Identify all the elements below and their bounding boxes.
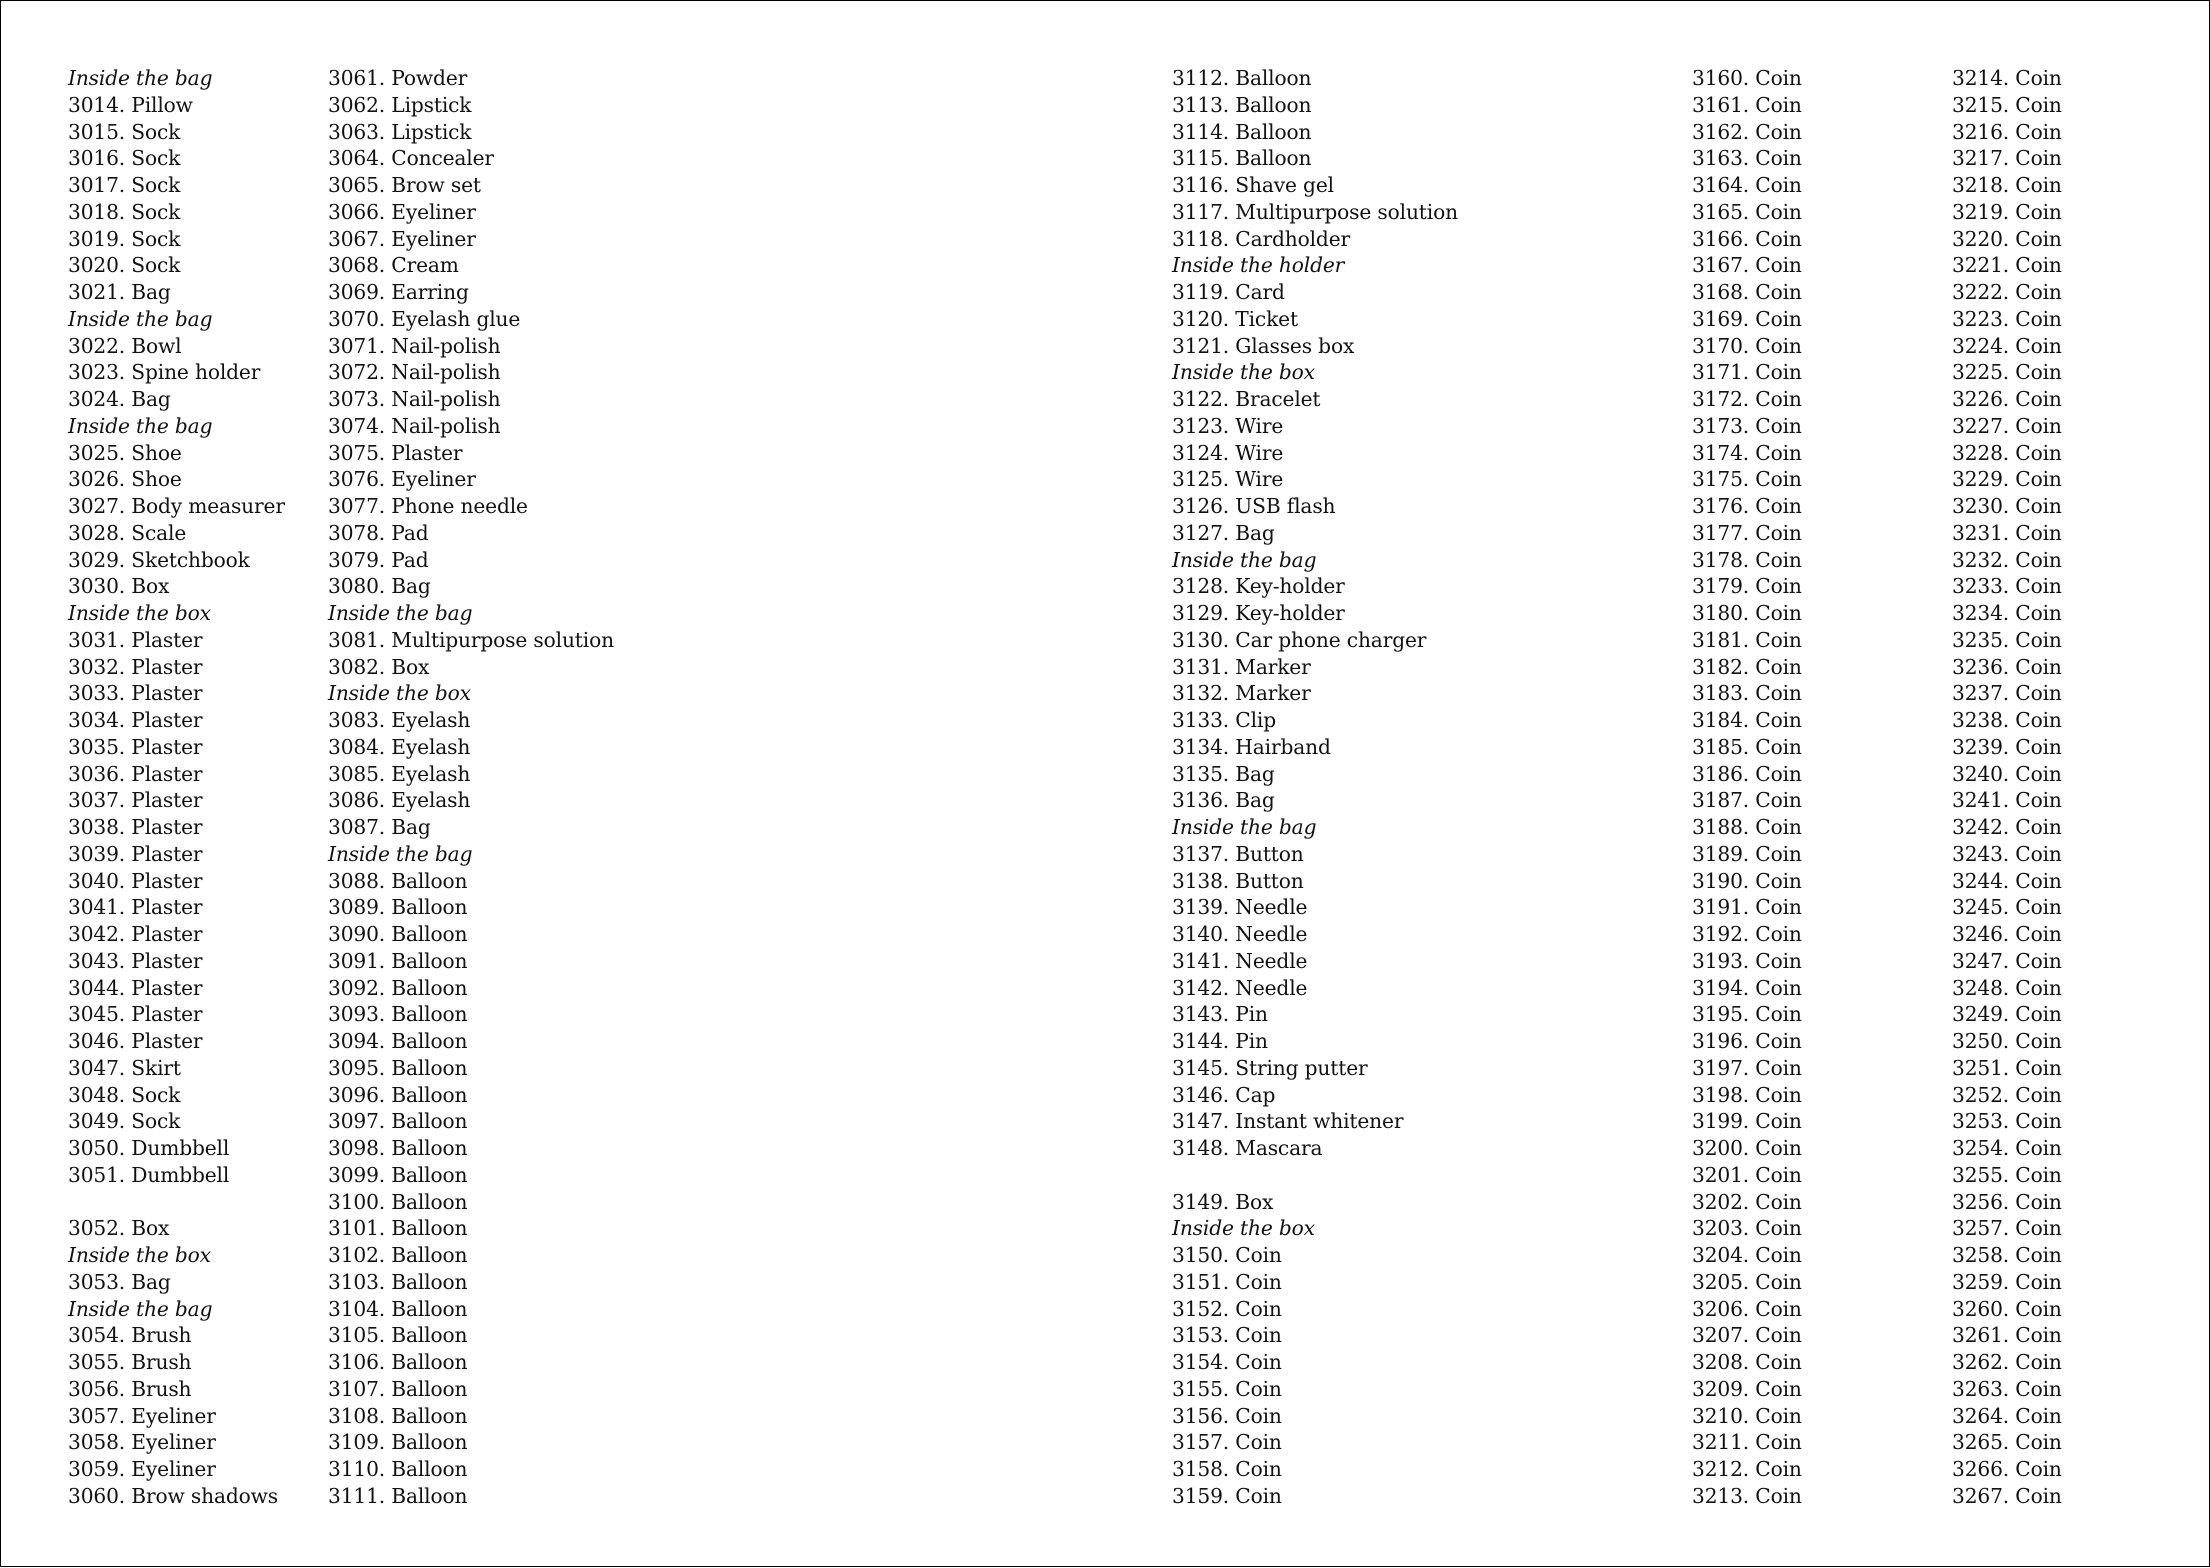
inventory-item: 3044. Plaster — [68, 975, 203, 1000]
blank-line — [1172, 1162, 1458, 1189]
inventory-item: 3014. Pillow — [68, 92, 193, 117]
inventory-item: 3249. Coin — [1952, 1002, 2062, 1027]
inventory-item: 3151. Coin — [1172, 1269, 1282, 1294]
inventory-item: 3115. Balloon — [1172, 146, 1312, 171]
inventory-item: 3095. Balloon — [328, 1055, 468, 1080]
inventory-item: 3194. Coin — [1692, 975, 1802, 1000]
inventory-item: 3069. Earring — [328, 280, 469, 304]
inventory-item: 3100. Balloon — [328, 1189, 468, 1214]
inventory-item: 3189. Coin — [1692, 841, 1802, 866]
inventory-item: 3024. Bag — [68, 387, 171, 411]
inventory-item: 3143. Pin — [1172, 1002, 1268, 1027]
inventory-item: 3227. Coin — [1952, 413, 2062, 438]
inventory-item: 3225. Coin — [1952, 360, 2062, 385]
inventory-item: 3075. Plaster — [328, 440, 463, 465]
inventory-item: 3229. Coin — [1952, 467, 2062, 492]
inventory-item: 3240. Coin — [1952, 761, 2062, 786]
inventory-item: 3153. Coin — [1172, 1323, 1282, 1348]
container-heading: Inside the bag — [68, 306, 213, 331]
inventory-item: 3241. Coin — [1952, 788, 2062, 813]
container-heading: Inside the bag — [1172, 547, 1317, 572]
inventory-item: 3243. Coin — [1952, 841, 2062, 866]
inventory-item: 3230. Coin — [1952, 494, 2062, 518]
inventory-item: 3108. Balloon — [328, 1403, 468, 1428]
inventory-item: 3245. Coin — [1952, 895, 2062, 920]
inventory-item: 3117. Multipurpose solution — [1172, 199, 1458, 224]
inventory-item: 3256. Coin — [1952, 1189, 2062, 1214]
inventory-item: 3254. Coin — [1952, 1136, 2062, 1160]
inventory-item: 3264. Coin — [1952, 1403, 2062, 1428]
inventory-column — [1692, 65, 1802, 1510]
inventory-item: 3065. Brow set — [328, 173, 481, 197]
inventory-item: 3214. Coin — [1952, 66, 2062, 90]
container-heading: Inside the bag — [328, 841, 473, 866]
inventory-item: 3071. Nail-polish — [328, 333, 501, 358]
inventory-item: 3058. Eyeliner — [68, 1430, 216, 1455]
inventory-item: 3208. Coin — [1692, 1350, 1802, 1374]
inventory-item: 3054. Brush — [68, 1323, 192, 1348]
container-heading: Inside the bag — [68, 66, 213, 90]
inventory-item: 3017. Sock — [68, 173, 181, 197]
inventory-item: 3103. Balloon — [328, 1269, 468, 1294]
inventory-item: 3157. Coin — [1172, 1430, 1282, 1455]
inventory-item: 3023. Spine holder — [68, 360, 261, 385]
inventory-item: 3163. Coin — [1692, 146, 1802, 171]
inventory-item: 3192. Coin — [1692, 922, 1802, 946]
inventory-item: 3079. Pad — [328, 547, 429, 572]
inventory-item: 3046. Plaster — [68, 1029, 203, 1053]
inventory-item: 3107. Balloon — [328, 1376, 468, 1401]
inventory-item: 3087. Bag — [328, 815, 431, 839]
inventory-item: 3086. Eyelash — [328, 788, 471, 813]
inventory-item: 3173. Coin — [1692, 413, 1802, 438]
inventory-item: 3041. Plaster — [68, 895, 203, 920]
inventory-item: 3246. Coin — [1952, 922, 2062, 946]
inventory-item: 3019. Sock — [68, 226, 181, 251]
inventory-item: 3037. Plaster — [68, 788, 203, 813]
inventory-item: 3247. Coin — [1952, 948, 2062, 973]
inventory-item: 3210. Coin — [1692, 1403, 1802, 1428]
inventory-item: 3116. Shave gel — [1172, 173, 1334, 197]
inventory-item: 3224. Coin — [1952, 333, 2062, 358]
container-heading: Inside the bag — [328, 601, 473, 625]
inventory-item: 3121. Glasses box — [1172, 333, 1355, 358]
container-heading: Inside the bag — [1172, 815, 1317, 839]
inventory-item: 3106. Balloon — [328, 1350, 468, 1374]
inventory-item: 3077. Phone needle — [328, 494, 528, 518]
inventory-item: 3074. Nail-polish — [328, 413, 501, 438]
inventory-item: 3097. Balloon — [328, 1109, 468, 1134]
inventory-item: 3036. Plaster — [68, 761, 203, 786]
inventory-item: 3039. Plaster — [68, 841, 203, 866]
container-heading: Inside the box — [1172, 360, 1315, 385]
container-heading: Inside the bag — [68, 413, 213, 438]
inventory-item: 3042. Plaster — [68, 922, 203, 946]
inventory-item: 3030. Box — [68, 574, 170, 599]
inventory-item: 3207. Coin — [1692, 1323, 1802, 1348]
inventory-item: 3142. Needle — [1172, 975, 1308, 1000]
inventory-item: 3162. Coin — [1692, 119, 1802, 144]
inventory-item: 3159. Coin — [1172, 1483, 1282, 1508]
inventory-item: 3048. Sock — [68, 1082, 181, 1107]
inventory-item: 3182. Coin — [1692, 654, 1802, 679]
inventory-item: 3133. Clip — [1172, 708, 1276, 732]
inventory-item: 3169. Coin — [1692, 306, 1802, 331]
inventory-item: 3049. Sock — [68, 1109, 181, 1134]
inventory-item: 3136. Bag — [1172, 788, 1275, 813]
inventory-item: 3059. Eyeliner — [68, 1457, 216, 1481]
inventory-item: 3131. Marker — [1172, 654, 1311, 679]
inventory-item: 3199. Coin — [1692, 1109, 1802, 1134]
inventory-item: 3112. Balloon — [1172, 66, 1312, 90]
inventory-item: 3152. Coin — [1172, 1296, 1282, 1321]
inventory-item: 3239. Coin — [1952, 734, 2062, 759]
blank-line — [68, 1189, 285, 1216]
inventory-item: 3171. Coin — [1692, 360, 1802, 385]
inventory-item: 3056. Brush — [68, 1376, 192, 1401]
inventory-item: 3156. Coin — [1172, 1403, 1282, 1428]
inventory-item: 3237. Coin — [1952, 681, 2062, 706]
inventory-item: 3215. Coin — [1952, 92, 2062, 117]
inventory-item: 3265. Coin — [1952, 1430, 2062, 1455]
inventory-item: 3022. Bowl — [68, 333, 182, 358]
inventory-item: 3076. Eyeliner — [328, 467, 476, 492]
inventory-item: 3188. Coin — [1692, 815, 1802, 839]
inventory-item: 3083. Eyelash — [328, 708, 471, 732]
inventory-item: 3135. Bag — [1172, 761, 1275, 786]
right-page — [1105, 1, 2209, 1566]
inventory-item: 3070. Eyelash glue — [328, 306, 521, 331]
inventory-item: 3025. Shoe — [68, 440, 182, 465]
inventory-item: 3167. Coin — [1692, 253, 1802, 278]
inventory-item: 3123. Wire — [1172, 413, 1284, 438]
inventory-item: 3158. Coin — [1172, 1457, 1282, 1481]
inventory-item: 3221. Coin — [1952, 253, 2062, 278]
inventory-item: 3183. Coin — [1692, 681, 1802, 706]
inventory-item: 3266. Coin — [1952, 1457, 2062, 1481]
inventory-item: 3261. Coin — [1952, 1323, 2062, 1348]
inventory-item: 3098. Balloon — [328, 1136, 468, 1160]
inventory-item: 3144. Pin — [1172, 1029, 1268, 1053]
inventory-item: 3127. Bag — [1172, 520, 1275, 545]
inventory-item: 3085. Eyelash — [328, 761, 471, 786]
inventory-item: 3176. Coin — [1692, 494, 1802, 518]
inventory-item: 3090. Balloon — [328, 922, 468, 946]
inventory-item: 3125. Wire — [1172, 467, 1284, 492]
inventory-item: 3205. Coin — [1692, 1269, 1802, 1294]
inventory-item: 3178. Coin — [1692, 547, 1802, 572]
inventory-item: 3180. Coin — [1692, 601, 1802, 625]
inventory-item: 3051. Dumbbell — [68, 1162, 230, 1187]
inventory-item: 3137. Button — [1172, 841, 1304, 866]
inventory-item: 3181. Coin — [1692, 627, 1802, 652]
inventory-item: 3177. Coin — [1692, 520, 1802, 545]
inventory-item: 3172. Coin — [1692, 387, 1802, 411]
inventory-item: 3028. Scale — [68, 520, 187, 545]
inventory-item: 3128. Key-holder — [1172, 574, 1345, 599]
inventory-item: 3066. Eyeliner — [328, 199, 476, 224]
inventory-item: 3111. Balloon — [328, 1483, 468, 1508]
inventory-item: 3232. Coin — [1952, 547, 2062, 572]
inventory-item: 3160. Coin — [1692, 66, 1802, 90]
inventory-item: 3260. Coin — [1952, 1296, 2062, 1321]
inventory-item: 3082. Box — [328, 654, 430, 679]
inventory-item: 3222. Coin — [1952, 280, 2062, 304]
inventory-item: 3078. Pad — [328, 520, 429, 545]
inventory-item: 3248. Coin — [1952, 975, 2062, 1000]
container-heading: Inside the box — [1172, 1216, 1315, 1241]
inventory-item: 3141. Needle — [1172, 948, 1308, 973]
inventory-item: 3130. Car phone charger — [1172, 627, 1427, 652]
inventory-item: 3219. Coin — [1952, 199, 2062, 224]
inventory-item: 3096. Balloon — [328, 1082, 468, 1107]
inventory-item: 3258. Coin — [1952, 1243, 2062, 1267]
container-heading: Inside the bag — [68, 1296, 213, 1321]
inventory-item: 3104. Balloon — [328, 1296, 468, 1321]
inventory-item: 3200. Coin — [1692, 1136, 1802, 1160]
inventory-item: 3186. Coin — [1692, 761, 1802, 786]
inventory-column — [1172, 65, 1458, 1510]
inventory-item: 3154. Coin — [1172, 1350, 1282, 1374]
inventory-item: 3149. Box — [1172, 1189, 1274, 1214]
inventory-item: 3034. Plaster — [68, 708, 203, 732]
inventory-item: 3155. Coin — [1172, 1376, 1282, 1401]
inventory-item: 3231. Coin — [1952, 520, 2062, 545]
inventory-item: 3020. Sock — [68, 253, 181, 278]
inventory-item: 3145. String putter — [1172, 1055, 1368, 1080]
inventory-item: 3092. Balloon — [328, 975, 468, 1000]
container-heading: Inside the box — [68, 601, 211, 625]
inventory-item: 3120. Ticket — [1172, 306, 1298, 331]
inventory-item: 3138. Button — [1172, 868, 1304, 893]
inventory-item: 3190. Coin — [1692, 868, 1802, 893]
inventory-item: 3033. Plaster — [68, 681, 203, 706]
inventory-item: 3238. Coin — [1952, 708, 2062, 732]
inventory-item: 3113. Balloon — [1172, 92, 1312, 117]
inventory-item: 3035. Plaster — [68, 734, 203, 759]
inventory-item: 3094. Balloon — [328, 1029, 468, 1053]
inventory-column — [68, 65, 285, 1510]
inventory-item: 3168. Coin — [1692, 280, 1802, 304]
inventory-item: 3139. Needle — [1172, 895, 1308, 920]
inventory-item: 3043. Plaster — [68, 948, 203, 973]
inventory-item: 3062. Lipstick — [328, 92, 472, 117]
inventory-item: 3052. Box — [68, 1216, 170, 1241]
inventory-item: 3234. Coin — [1952, 601, 2062, 625]
inventory-item: 3114. Balloon — [1172, 119, 1312, 144]
inventory-item: 3148. Mascara — [1172, 1136, 1323, 1160]
inventory-item: 3027. Body measurer — [68, 494, 285, 518]
inventory-item: 3263. Coin — [1952, 1376, 2062, 1401]
inventory-item: 3064. Concealer — [328, 146, 494, 171]
inventory-item: 3119. Card — [1172, 280, 1285, 304]
inventory-item: 3118. Cardholder — [1172, 226, 1350, 251]
inventory-item: 3175. Coin — [1692, 467, 1802, 492]
inventory-item: 3267. Coin — [1952, 1483, 2062, 1508]
inventory-item: 3233. Coin — [1952, 574, 2062, 599]
inventory-item: 3235. Coin — [1952, 627, 2062, 652]
inventory-item: 3093. Balloon — [328, 1002, 468, 1027]
container-heading: Inside the box — [328, 681, 471, 706]
inventory-item: 3250. Coin — [1952, 1029, 2062, 1053]
inventory-item: 3195. Coin — [1692, 1002, 1802, 1027]
inventory-item: 3226. Coin — [1952, 387, 2062, 411]
inventory-item: 3057. Eyeliner — [68, 1403, 216, 1428]
inventory-item: 3032. Plaster — [68, 654, 203, 679]
inventory-item: 3109. Balloon — [328, 1430, 468, 1455]
inventory-item: 3045. Plaster — [68, 1002, 203, 1027]
inventory-item: 3150. Coin — [1172, 1243, 1282, 1267]
left-page — [1, 1, 1105, 1566]
inventory-item: 3179. Coin — [1692, 574, 1802, 599]
inventory-item: 3140. Needle — [1172, 922, 1308, 946]
inventory-column — [328, 65, 614, 1510]
inventory-item: 3047. Skirt — [68, 1055, 181, 1080]
container-heading: Inside the holder — [1172, 253, 1345, 278]
inventory-item: 3251. Coin — [1952, 1055, 2062, 1080]
inventory-item: 3198. Coin — [1692, 1082, 1802, 1107]
inventory-item: 3105. Balloon — [328, 1323, 468, 1348]
inventory-item: 3067. Eyeliner — [328, 226, 476, 251]
inventory-item: 3029. Sketchbook — [68, 547, 250, 572]
inventory-item: 3161. Coin — [1692, 92, 1802, 117]
inventory-item: 3063. Lipstick — [328, 119, 472, 144]
inventory-item: 3016. Sock — [68, 146, 181, 171]
inventory-item: 3236. Coin — [1952, 654, 2062, 679]
inventory-item: 3209. Coin — [1692, 1376, 1802, 1401]
inventory-item: 3018. Sock — [68, 199, 181, 224]
inventory-item: 3101. Balloon — [328, 1216, 468, 1241]
inventory-item: 3050. Dumbbell — [68, 1136, 230, 1160]
inventory-item: 3213. Coin — [1692, 1483, 1802, 1508]
inventory-item: 3164. Coin — [1692, 173, 1802, 197]
inventory-item: 3055. Brush — [68, 1350, 192, 1374]
inventory-item: 3089. Balloon — [328, 895, 468, 920]
inventory-item: 3084. Eyelash — [328, 734, 471, 759]
inventory-item: 3072. Nail-polish — [328, 360, 501, 385]
inventory-item: 3262. Coin — [1952, 1350, 2062, 1374]
inventory-item: 3129. Key-holder — [1172, 601, 1345, 625]
inventory-item: 3015. Sock — [68, 119, 181, 144]
inventory-item: 3257. Coin — [1952, 1216, 2062, 1241]
inventory-item: 3191. Coin — [1692, 895, 1802, 920]
inventory-item: 3223. Coin — [1952, 306, 2062, 331]
inventory-item: 3132. Marker — [1172, 681, 1311, 706]
inventory-item: 3212. Coin — [1692, 1457, 1802, 1481]
inventory-item: 3080. Bag — [328, 574, 431, 599]
inventory-item: 3204. Coin — [1692, 1243, 1802, 1267]
inventory-item: 3170. Coin — [1692, 333, 1802, 358]
inventory-item: 3211. Coin — [1692, 1430, 1802, 1455]
inventory-item: 3068. Cream — [328, 253, 459, 278]
inventory-item: 3122. Bracelet — [1172, 387, 1321, 411]
inventory-item: 3110. Balloon — [328, 1457, 468, 1481]
inventory-item: 3124. Wire — [1172, 440, 1284, 465]
inventory-item: 3166. Coin — [1692, 226, 1802, 251]
inventory-item: 3088. Balloon — [328, 868, 468, 893]
container-heading: Inside the box — [68, 1243, 211, 1267]
inventory-item: 3218. Coin — [1952, 173, 2062, 197]
inventory-item: 3185. Coin — [1692, 734, 1802, 759]
inventory-item: 3253. Coin — [1952, 1109, 2062, 1134]
inventory-item: 3091. Balloon — [328, 948, 468, 973]
inventory-item: 3126. USB flash — [1172, 494, 1336, 518]
inventory-item: 3060. Brow shadows — [68, 1483, 278, 1508]
inventory-item: 3102. Balloon — [328, 1243, 468, 1267]
inventory-item: 3081. Multipurpose solution — [328, 627, 614, 652]
inventory-item: 3255. Coin — [1952, 1162, 2062, 1187]
inventory-item: 3038. Plaster — [68, 815, 203, 839]
inventory-item: 3203. Coin — [1692, 1216, 1802, 1241]
inventory-item: 3165. Coin — [1692, 199, 1802, 224]
inventory-column — [1952, 65, 2062, 1510]
inventory-item: 3220. Coin — [1952, 226, 2062, 251]
inventory-item: 3242. Coin — [1952, 815, 2062, 839]
inventory-item: 3259. Coin — [1952, 1269, 2062, 1294]
inventory-item: 3197. Coin — [1692, 1055, 1802, 1080]
inventory-item: 3217. Coin — [1952, 146, 2062, 171]
inventory-item: 3206. Coin — [1692, 1296, 1802, 1321]
inventory-item: 3228. Coin — [1952, 440, 2062, 465]
inventory-item: 3026. Shoe — [68, 467, 182, 492]
inventory-item: 3193. Coin — [1692, 948, 1802, 973]
inventory-item: 3196. Coin — [1692, 1029, 1802, 1053]
inventory-item: 3040. Plaster — [68, 868, 203, 893]
inventory-item: 3147. Instant whitener — [1172, 1109, 1404, 1134]
inventory-item: 3073. Nail-polish — [328, 387, 501, 411]
inventory-item: 3021. Bag — [68, 280, 171, 304]
inventory-item: 3061. Powder — [328, 66, 468, 90]
inventory-item: 3216. Coin — [1952, 119, 2062, 144]
inventory-item: 3053. Bag — [68, 1269, 171, 1294]
inventory-item: 3146. Cap — [1172, 1082, 1276, 1107]
inventory-item: 3187. Coin — [1692, 788, 1802, 813]
inventory-item: 3184. Coin — [1692, 708, 1802, 732]
inventory-item: 3244. Coin — [1952, 868, 2062, 893]
inventory-item: 3202. Coin — [1692, 1189, 1802, 1214]
inventory-item: 3031. Plaster — [68, 627, 203, 652]
inventory-item: 3134. Hairband — [1172, 734, 1331, 759]
inventory-item: 3099. Balloon — [328, 1162, 468, 1187]
inventory-item: 3174. Coin — [1692, 440, 1802, 465]
inventory-item: 3201. Coin — [1692, 1162, 1802, 1187]
inventory-item: 3252. Coin — [1952, 1082, 2062, 1107]
